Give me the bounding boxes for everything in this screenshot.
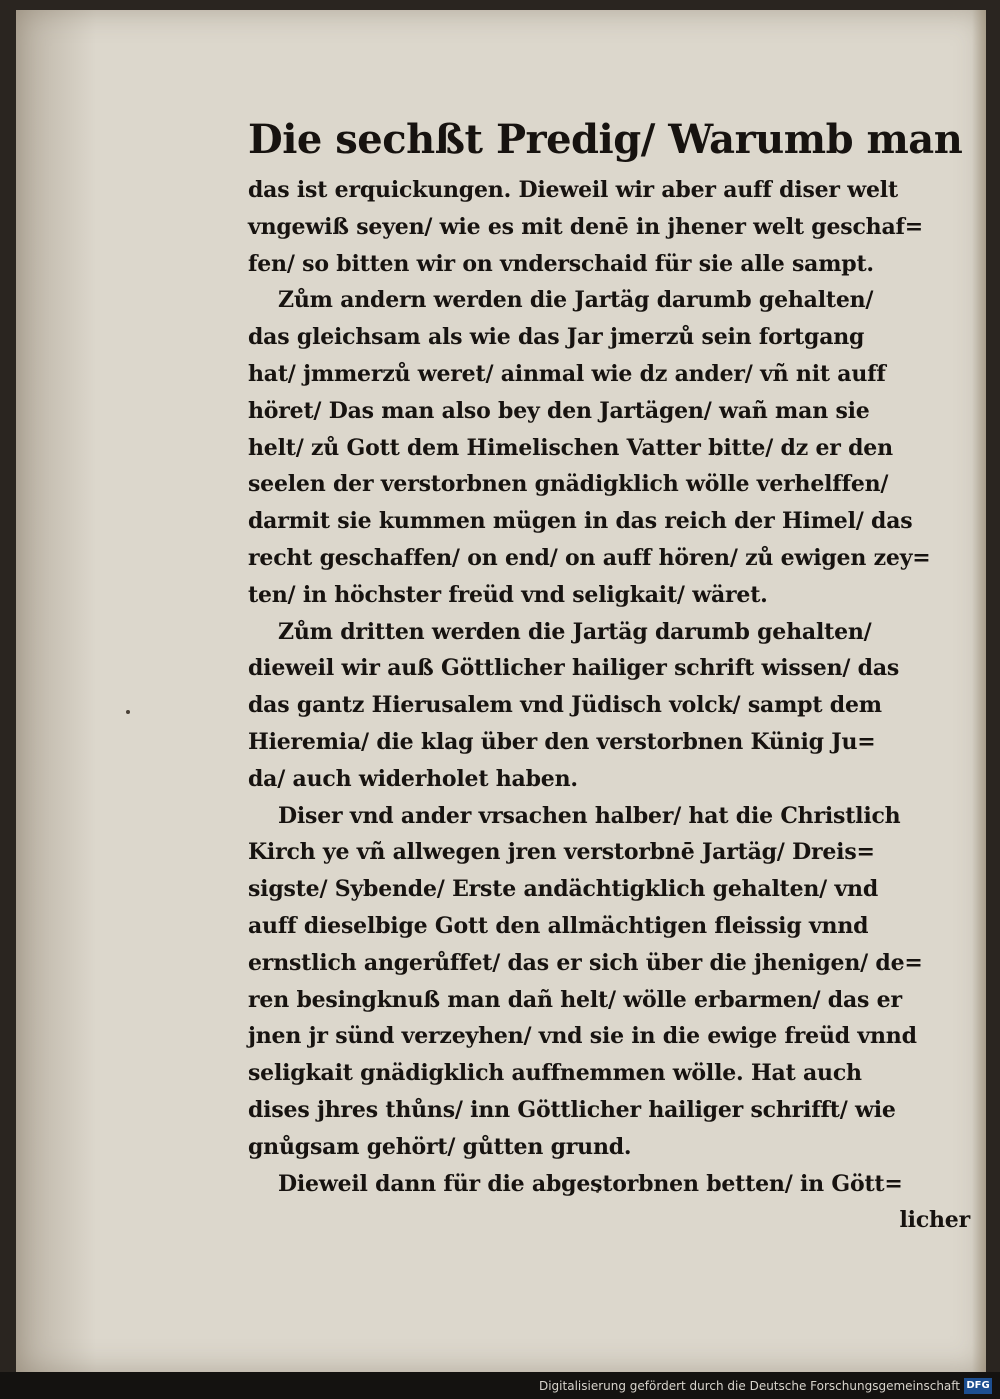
text-line: seligkait gnädigklich auffnemmen wölle. Hat auch <box>248 1060 862 1087</box>
footer-bar <box>0 1372 1000 1399</box>
page-text <box>248 108 970 1239</box>
text-line: darmit sie kummen mügen in das reich der Himel/ das <box>248 508 913 535</box>
text-line: Hieremia/ die klag über den verstorbnen Künig Ju= <box>248 728 876 755</box>
text-line: das gleichsam als wie das Jar jmerzů sein fortgang <box>248 324 865 351</box>
text-line: sigste/ Sybende/ Erste andächtigklich gehalten/ vnd <box>248 876 879 903</box>
text-line: das ist erquickungen. Dieweil wir aber auff diser welt <box>248 177 898 203</box>
text-line: ren besingknuß man dañ helt/ wölle erbarmen/ das er <box>248 986 902 1013</box>
text-line: höret/ Das man also bey den Jartägen/ wañ man sie <box>248 397 870 424</box>
text-line: seelen der verstorbnen gnädigklich wölle verhelffen/ <box>248 471 889 498</box>
text-line: Dieweil dann für die abgestorbnen betten/ in Gött= <box>278 1170 903 1197</box>
text-line: auff dieselbige Gott den allmächtigen fleissig vnnd <box>248 912 869 939</box>
text-line: Zům dritten werden die Jartäg darumb gehalten/ <box>278 618 872 645</box>
text-line: Kirch ye vñ allwegen jren verstorbnē Jartäg/ Dreis= <box>248 839 875 866</box>
text-line: recht geschaffen/ on end/ on auff hören/ zů ewigen zey= <box>248 544 931 571</box>
text-line: das gantz Hierusalem vnd Jüdisch volck/ sampt dem <box>248 692 882 719</box>
paper-speck <box>126 710 130 714</box>
text-line: helt/ zů Gott dem Himelischen Vatter bitte/ dz er den <box>248 434 893 461</box>
page-edge <box>972 10 986 1372</box>
funding-notice: Digitalisierung gefördert durch die Deutsche Forschungsgemeinschaft <box>538 1379 960 1393</box>
text-line: Diser vnd ander vrsachen halber/ hat die Christlich <box>278 802 901 829</box>
text-line: ernstlich angerůffet/ das er sich über die jhenigen/ de= <box>248 949 923 976</box>
text-line: ten/ in höchster freüd vnd seligkait/ wäret. <box>248 581 768 608</box>
text-line: dieweil wir auß Göttlicher hailiger schrift wissen/ das <box>248 655 900 682</box>
text-line: fen/ so bitten wir on vnderschaid für sie alle sampt. <box>248 250 874 277</box>
text-line: hat/ jmmerzů weret/ ainmal wie dz ander/ vñ nit auff <box>248 360 886 387</box>
text-line: jnen jr sünd verzeyhen/ vnd sie in die ewige freüd vnnd <box>248 1023 917 1050</box>
text-line: vngewiß seyen/ wie es mit denē in jhener welt geschaf= <box>248 213 923 240</box>
book-page <box>16 10 986 1372</box>
dfg-logo: DFG <box>964 1378 992 1394</box>
text-line: da/ auch widerholet haben. <box>248 765 578 792</box>
text-line: Zům andern werden die Jartäg darumb gehalten/ <box>278 287 874 314</box>
catchword: licher <box>899 1207 970 1234</box>
text-line: dises jhres thůns/ inn Göttlicher hailiger schrifft/ wie <box>248 1096 896 1123</box>
text-line: gnůgsam gehört/ gůtten grund. <box>248 1133 632 1160</box>
running-header: Die sechßt Predig/ Warumb man <box>248 116 963 163</box>
binding-shadow <box>16 10 96 1372</box>
